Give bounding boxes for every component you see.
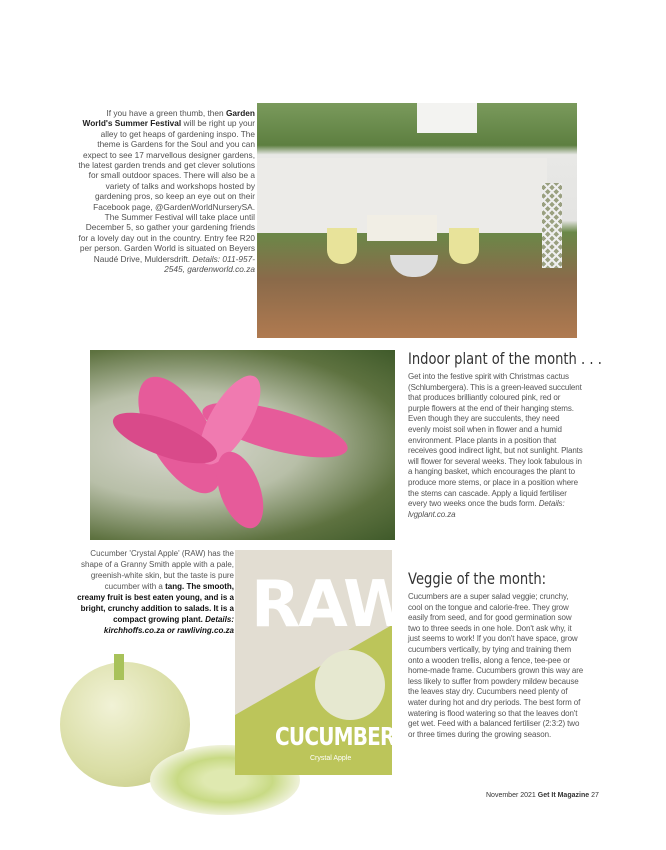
veggie-section (408, 570, 584, 740)
veggie-body: Cucumbers are a super salad veggie; crunchy, cool on the tongue and calorie-free. They grow easily from seed, and for good germination sow two to three seeds in one hole. Don't ask why, it just seems to work! If you don't have space, grow cucumbers vertically, by tying and training them onto a wooden trellis, along a fence, tee-pee or home-made frame. Cucumbers grown this way are less likely to suffer from powdery mildew because the leaves stay dry. Cucumbers need plenty of water during hot and dry periods. The best form of watering is flood watering so that the leaves don't get wet. Feed with a balanced fertiliser (2:3:2) two or three times during the growing season. (408, 592, 584, 739)
seed-packet (235, 550, 412, 775)
indoor-plant-body: Get into the festive spirit with Christmas cactus (Schlumbergera). This is a green-leaved succulent that produces brilliantly coloured pink, red or purple flowers at the end of their hanging stems. Even though they are succulents, they need evenly moist soil when in flower and a humid environment. Place plants in a position that receives good indirect light, but not sunlight. Plants will flower for several weeks. They look fabulous in a hanging basket, which encourages the plant to produce more stems, or place in a position where the stems can cascade. Apply a liquid fertiliser every two weeks once the buds form. (408, 372, 583, 509)
cucumber-caption (76, 548, 234, 636)
packet-brand: RAW (251, 568, 412, 642)
garden-festival-text (78, 108, 255, 275)
veggie-heading: Veggie of the month: (408, 569, 547, 588)
caption-dark: tang. The smooth, creamy fruit is best eaten young, and is a bright, crunchy addition to salads. It is a compact growing plant. (77, 582, 234, 624)
caption-details: Details: kirchhoffs.co.za or rawliving.co.za (103, 615, 234, 635)
footer-month: November 2021 (486, 792, 536, 799)
intro-bold: Garden World's Summer Festival (82, 108, 255, 129)
intro-lead: If you have a green thumb, then (106, 108, 224, 118)
indoor-plant-details: Details: lvgplant.co.za (408, 499, 565, 519)
packet-variety: Crystal Apple (310, 755, 352, 762)
intro-details: Details: 011-957-2545, gardenworld.co.za (164, 253, 255, 275)
intro-body: will be right up your alley to get heaps of gardening inspo. The theme is Gardens for the Soul and you can expect to see 17 marvellous designer gardens, the latest garden trends and get clever solutions for small outdoor spaces. There will also be a variety of talks and workshops hosted by gardening pros, so keep an eye out on their Facebook page, @GardenWorldNurserySA. The Summer Festival will take place until December 5, so gather your gardening friends for a lovely day out in the country. Entry fee R20 per person. Garden World is situated on Beyers Naudé Drive, Muldersdrift. (78, 118, 255, 264)
christmas-cactus-photo (90, 350, 395, 540)
packet-name: CUCUMBER (275, 722, 395, 751)
footer-magazine: Get It Magazine (537, 792, 590, 799)
page-number: 27 (591, 792, 599, 799)
indoor-plant-section (408, 349, 602, 520)
indoor-plant-heading: Indoor plant of the month . . . (408, 349, 602, 368)
page-footer (486, 792, 599, 799)
caption-light: Cucumber 'Crystal Apple' (RAW) has the shape of a Granny Smith apple with a pale, greenish-white skin, but the taste is pure cucumber with a (81, 549, 234, 591)
garden-photo (257, 103, 577, 338)
